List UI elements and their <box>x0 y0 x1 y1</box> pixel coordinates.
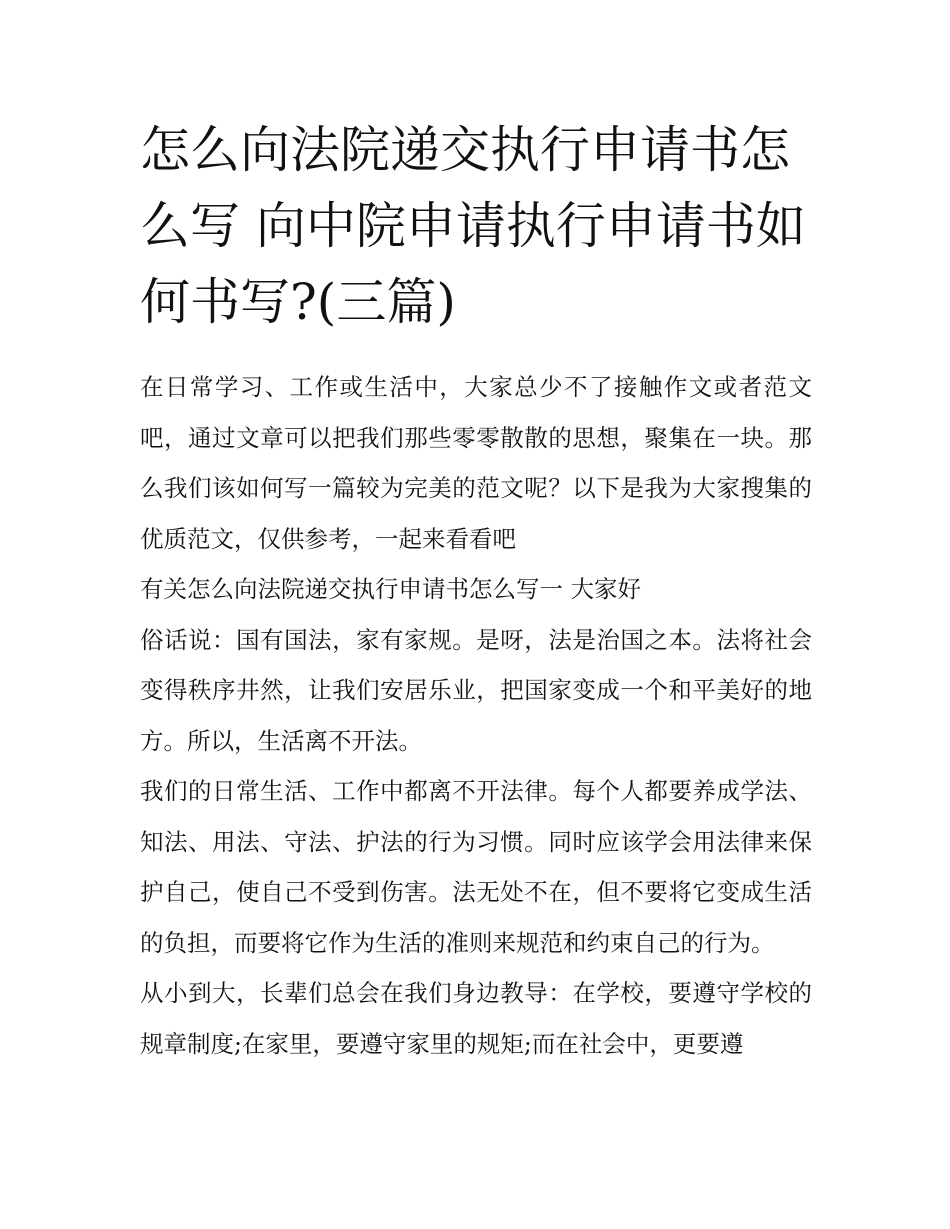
paragraph-daily-life: 我们的日常生活、工作中都离不开法律。每个人都要养成学法、知法、用法、守法、护法的行为习惯。同时应该学会用法律来保护自己，使自己不受到伤害。法无处不在，但不要将它变成生活的负担，而要将它作为生活的准则来规范和约束自己的行为。 <box>140 777 812 957</box>
document-title: 怎么向法院递交执行申请书怎么写 向中院申请执行申请书如何书写?(三篇) <box>140 121 806 331</box>
document-body <box>140 362 812 1069</box>
paragraph-heading-one: 有关怎么向法院递交执行申请书怎么写一 大家好 <box>140 575 641 603</box>
paragraph-elders-teaching: 从小到大，长辈们总会在我们身边教导：在学校，要遵守学校的规章制度;在家里，要遵守家里的规矩;而在社会中，更要遵 <box>140 979 812 1058</box>
document-page <box>140 112 812 1069</box>
paragraph-law-saying: 俗话说：国有国法，家有家规。是呀，法是治国之本。法将社会变得秩序井然，让我们安居乐业，把国家变成一个和平美好的地方。所以，生活离不开法。 <box>140 625 812 755</box>
paragraph-intro: 在日常学习、工作或生活中，大家总少不了接触作文或者范文吧，通过文章可以把我们那些零零散散的思想，聚集在一块。那么我们该如何写一篇较为完美的范文呢？以下是我为大家搜集的优质范文，仅供参考，一起来看看吧 <box>140 373 812 553</box>
